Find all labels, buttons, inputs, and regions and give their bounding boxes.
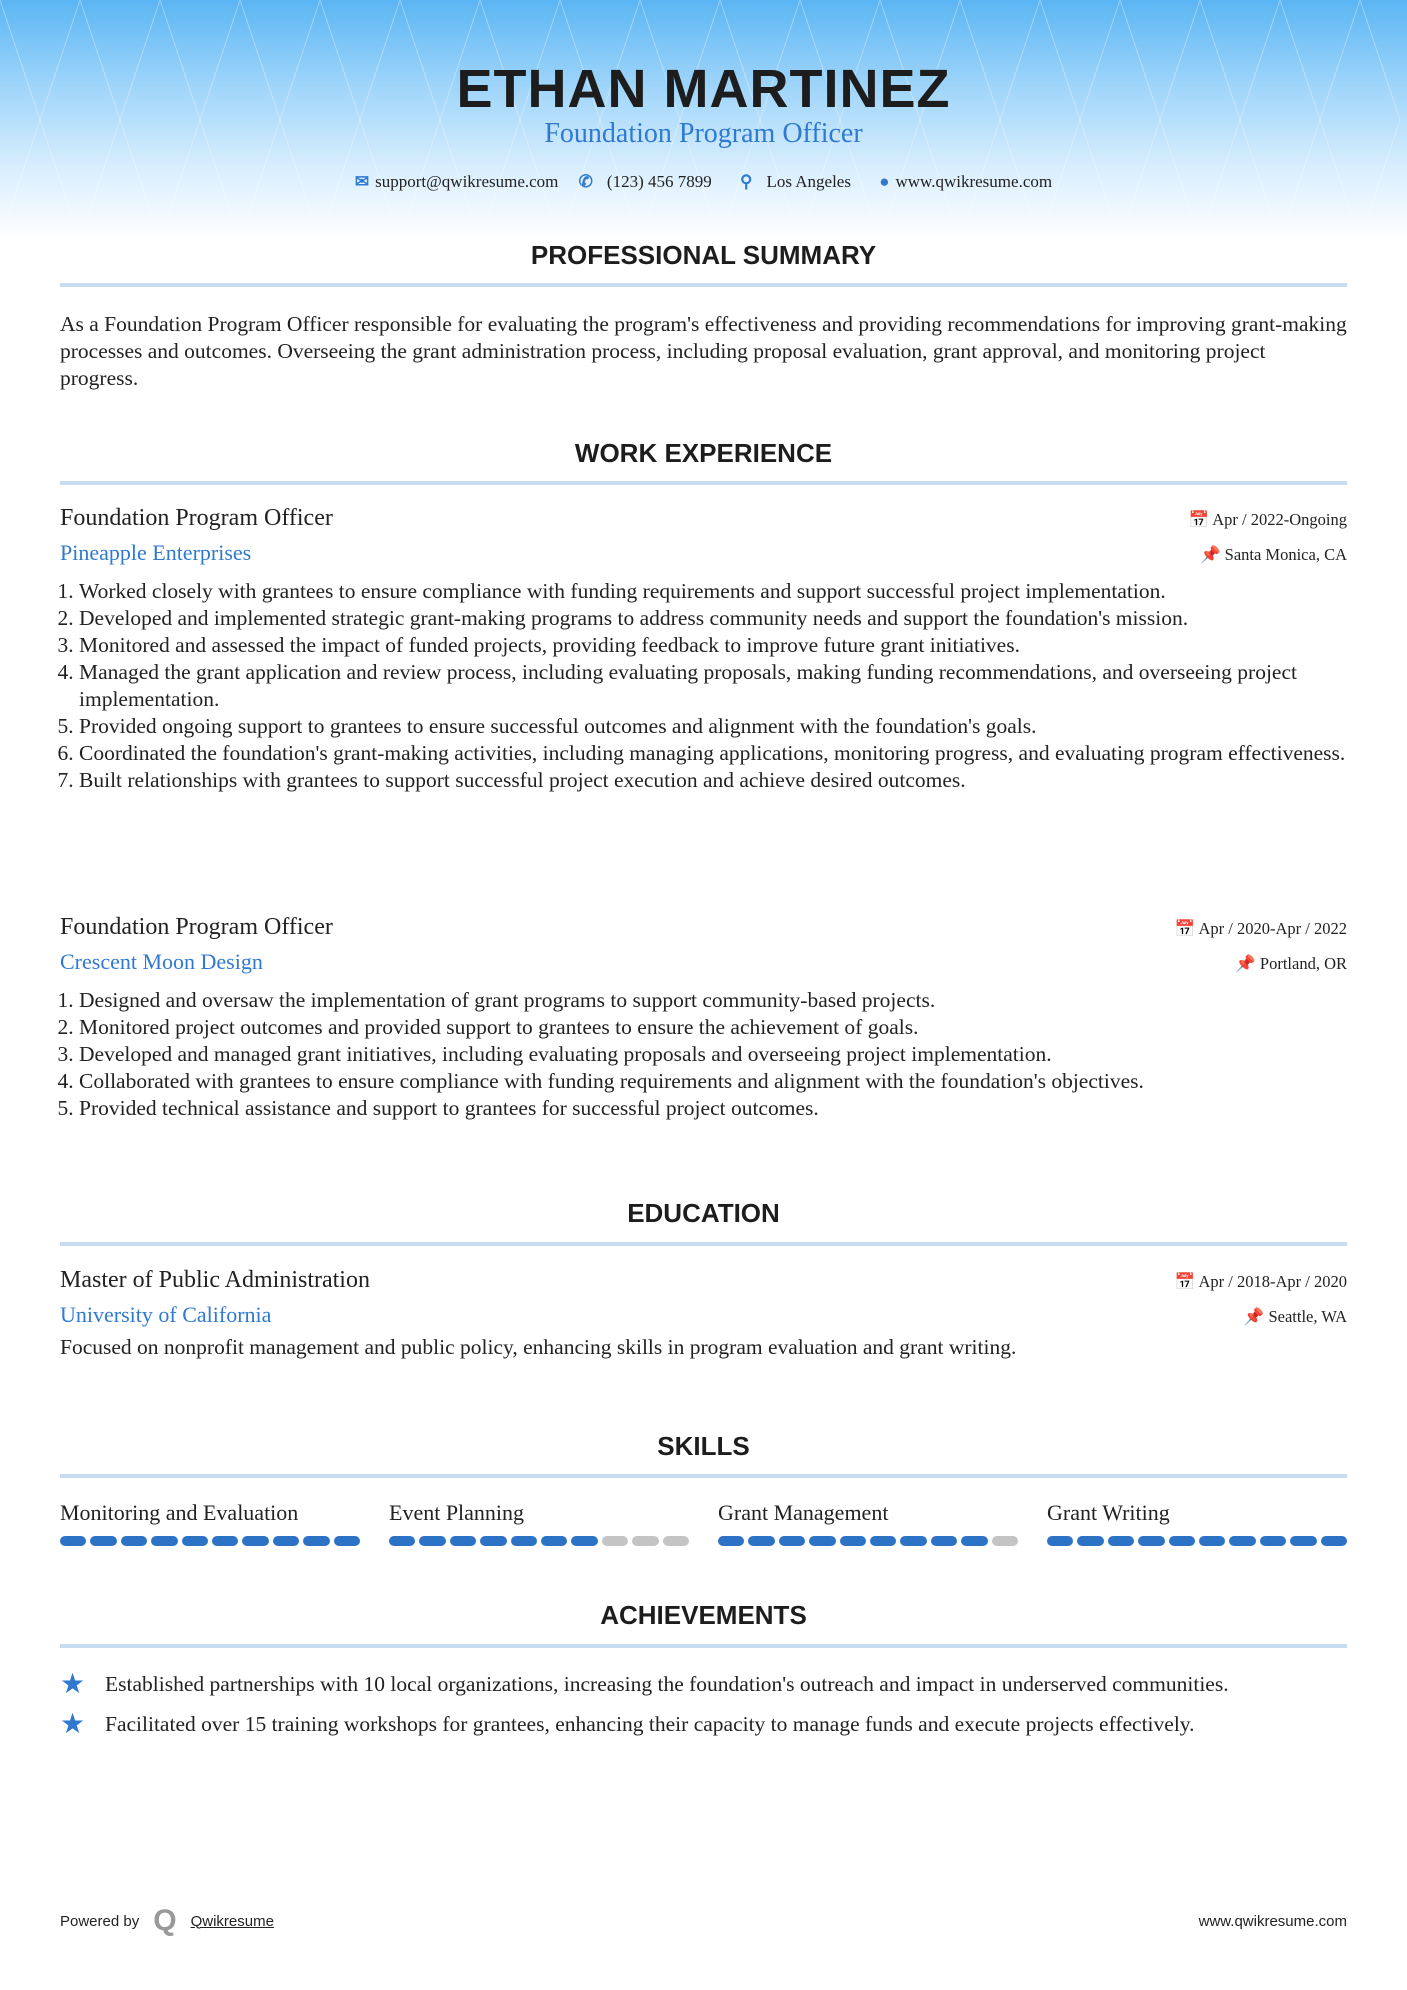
skill-segment-filled (1047, 1536, 1073, 1546)
skill-segment-filled (1169, 1536, 1195, 1546)
skill-segment-filled (1290, 1536, 1316, 1546)
skill-level-bar (60, 1536, 360, 1546)
section-heading-work: WORK EXPERIENCE (574, 438, 833, 468)
list-item: 1. Designed and oversaw the implementation of grant programs to support community-based projects. (79, 987, 1347, 1014)
footer (60, 1904, 1347, 1938)
job-entry (60, 505, 1347, 794)
section-heading-achievements: ACHIEVEMENTS (600, 1600, 807, 1630)
skill-level-bar (389, 1536, 689, 1546)
skill-segment-filled (931, 1536, 957, 1546)
list-item: 1. Worked closely with grantees to ensure compliance with funding requirements and support successful project implementation. (79, 578, 1347, 605)
calendar-icon: 📅 (1174, 919, 1199, 938)
candidate-title: Foundation Program Officer (544, 118, 863, 149)
list-item: 2. Monitored project outcomes and provided support to grantees to ensure the achievement of goals. (79, 1014, 1347, 1041)
skill-item (60, 1500, 360, 1546)
skill-name: Grant Management (718, 1500, 889, 1525)
job-title: Foundation Program Officer (60, 914, 333, 940)
edu-description: Focused on nonprofit management and public policy, enhancing skills in program evaluation and grant writing. (60, 1335, 1017, 1359)
skill-segment-filled (1138, 1536, 1164, 1546)
skill-segment-filled (242, 1536, 268, 1546)
skill-segment-filled (1199, 1536, 1225, 1546)
skill-segment-filled (121, 1536, 147, 1546)
skill-segment-filled (389, 1536, 415, 1546)
skill-segment-filled (840, 1536, 866, 1546)
skill-item (718, 1500, 1018, 1546)
brand-link[interactable]: Qwikresume (190, 1912, 274, 1930)
list-item: 4. Collaborated with grantees to ensure compliance with funding requirements and alignment with the foundation's objectives. (79, 1068, 1347, 1095)
skill-segment-filled (303, 1536, 329, 1546)
skill-segment-filled (182, 1536, 208, 1546)
skill-segment-filled (1229, 1536, 1255, 1546)
skill-segment-filled (419, 1536, 445, 1546)
phone-icon: ✆ (578, 172, 593, 191)
calendar-icon: 📅 (1188, 510, 1213, 529)
skill-segment-filled (1321, 1536, 1347, 1546)
skill-segment-filled (511, 1536, 537, 1546)
job-entry (60, 914, 1347, 1122)
skill-segment-filled (212, 1536, 238, 1546)
star-icon: ★ (60, 1669, 86, 1700)
skill-level-bar (718, 1536, 1018, 1546)
location-pin-icon: ⚲ (739, 172, 753, 191)
achievement-item (60, 1671, 1347, 1698)
skill-name: Monitoring and Evaluation (60, 1500, 299, 1525)
section-heading-skills: SKILLS (657, 1431, 750, 1461)
pin-icon: 📌 (1199, 545, 1225, 564)
skill-segment-filled (961, 1536, 987, 1546)
powered-by-label: Powered by (60, 1912, 140, 1930)
skill-segment-filled (334, 1536, 360, 1546)
skill-segment-filled (450, 1536, 476, 1546)
pin-icon: 📌 (1235, 954, 1260, 973)
skill-segment-filled (90, 1536, 116, 1546)
divider (60, 283, 1347, 287)
section-heading-summary: PROFESSIONAL SUMMARY (530, 240, 877, 270)
skill-segment-filled (779, 1536, 805, 1546)
globe-icon: ● (879, 172, 890, 191)
job-location: Santa Monica, CA (1224, 545, 1347, 564)
achievement-text: Established partnerships with 10 local organizations, increasing the foundation's outreach and impact in underserved communities. (105, 1672, 1229, 1696)
section-heading-education: EDUCATION (627, 1198, 780, 1228)
skill-segment-empty (602, 1536, 628, 1546)
job-location: Portland, OR (1259, 954, 1347, 973)
list-item: 5. Provided ongoing support to grantees to ensure successful outcomes and alignment with the foundation's goals. (79, 713, 1347, 740)
list-item: 5. Provided technical assistance and support to grantees for successful project outcomes. (79, 1095, 1347, 1122)
email-link[interactable]: support@qwikresume.com (375, 172, 559, 191)
qwikresume-logo-icon: Q (153, 1904, 177, 1937)
list-item: 3. Monitored and assessed the impact of funded projects, providing feedback to improve future grant initiatives. (79, 632, 1347, 659)
list-item: 2. Developed and implemented strategic grant-making programs to address community needs and support the foundation's mission. (79, 605, 1347, 632)
divider (60, 1644, 1347, 1648)
skill-segment-filled (1108, 1536, 1134, 1546)
skill-segment-filled (718, 1536, 744, 1546)
skill-segment-filled (809, 1536, 835, 1546)
achievements-list (60, 1671, 1347, 1751)
skill-segment-filled (1260, 1536, 1286, 1546)
calendar-icon: 📅 (1174, 1272, 1199, 1291)
star-icon: ★ (60, 1709, 86, 1740)
skill-segment-filled (870, 1536, 896, 1546)
email-icon: ✉ (354, 172, 370, 191)
skill-segment-filled (571, 1536, 597, 1546)
list-item: 4. Managed the grant application and review process, including evaluating proposals, making funding recommendations, and overseeing project implementation. (79, 659, 1347, 713)
degree: Master of Public Administration (60, 1267, 370, 1293)
edu-dates: Apr / 2018-Apr / 2020 (1198, 1272, 1347, 1291)
school-name: University of California (60, 1302, 272, 1327)
skill-segment-filled (273, 1536, 299, 1546)
skill-segment-empty (663, 1536, 689, 1546)
skill-item (1047, 1500, 1347, 1546)
company-name: Crescent Moon Design (60, 949, 263, 974)
education-entry (60, 1267, 1347, 1361)
skill-segment-filled (900, 1536, 926, 1546)
skill-segment-filled (541, 1536, 567, 1546)
job-bullets (60, 987, 1347, 1122)
skill-name: Event Planning (389, 1500, 525, 1525)
skill-segment-filled (1077, 1536, 1103, 1546)
skills-grid (60, 1500, 1347, 1546)
list-item: 7. Built relationships with grantees to support successful project execution and achieve desired outcomes. (79, 767, 1347, 794)
skill-segment-empty (992, 1536, 1018, 1546)
divider (60, 1474, 1347, 1478)
website-link[interactable]: www.qwikresume.com (895, 172, 1053, 191)
skill-segment-filled (151, 1536, 177, 1546)
skill-segment-filled (480, 1536, 506, 1546)
company-name: Pineapple Enterprises (60, 540, 252, 565)
skill-segment-empty (632, 1536, 658, 1546)
summary-text: As a Foundation Program Officer responsible for evaluating the program's effectiveness and providing recommendations for improving grant-making processes and outcomes. Overseeing the grant administration process, including proposal evaluation, grant approval, and monitoring project progress. (60, 312, 1347, 390)
location: Los Angeles (766, 172, 851, 191)
skill-item (389, 1500, 689, 1546)
skill-name: Grant Writing (1047, 1500, 1170, 1525)
job-dates: Apr / 2022-Ongoing (1212, 510, 1347, 529)
edu-location: Seattle, WA (1268, 1307, 1347, 1326)
achievement-item (60, 1711, 1347, 1738)
divider (60, 481, 1347, 485)
contact-row (0, 172, 1407, 192)
job-dates: Apr / 2020-Apr / 2022 (1198, 919, 1347, 938)
candidate-name: ETHAN MARTINEZ (456, 59, 951, 119)
header-banner (0, 0, 1407, 240)
list-item: 3. Developed and managed grant initiatives, including evaluating proposals and overseeing project implementation. (79, 1041, 1347, 1068)
phone: (123) 456 7899 (606, 172, 712, 191)
skill-segment-filled (748, 1536, 774, 1546)
footer-website-link[interactable]: www.qwikresume.com (1198, 1912, 1347, 1930)
job-title: Foundation Program Officer (60, 505, 333, 531)
pin-icon: 📌 (1243, 1307, 1269, 1326)
achievement-text: Facilitated over 15 training workshops for grantees, enhancing their capacity to manage funds and execute projects effectively. (105, 1712, 1195, 1736)
skill-level-bar (1047, 1536, 1347, 1546)
job-bullets (60, 578, 1347, 794)
list-item: 6. Coordinated the foundation's grant-making activities, including managing applications, monitoring progress, and evaluating program effectiveness. (79, 740, 1347, 767)
divider (60, 1242, 1347, 1246)
skill-segment-filled (60, 1536, 86, 1546)
